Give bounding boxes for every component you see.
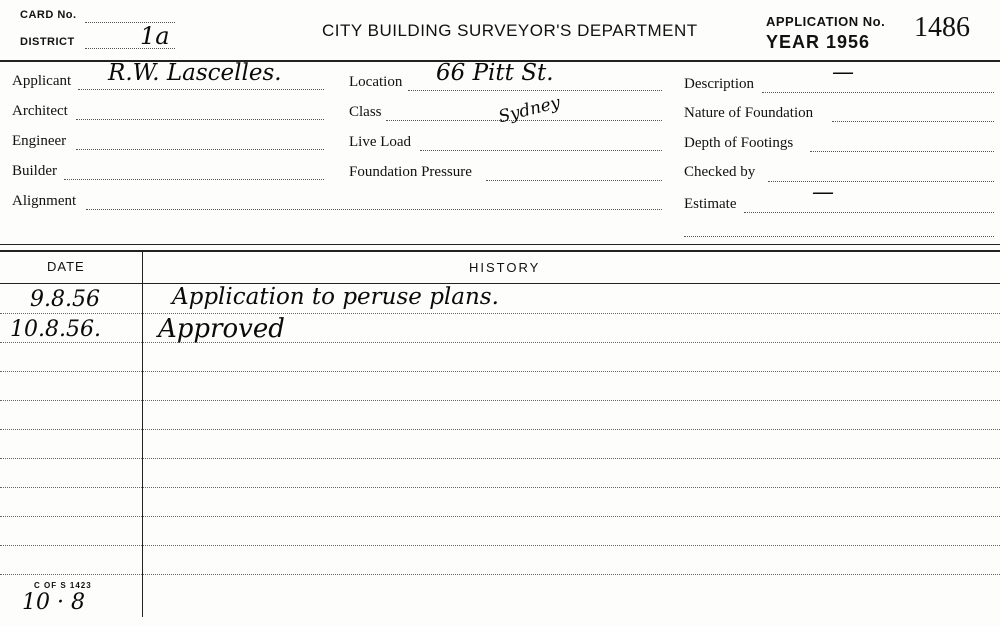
department-title: CITY BUILDING SURVEYOR'S DEPARTMENT — [322, 21, 698, 40]
date-header: DATE — [47, 259, 85, 274]
location-value: 66 Pitt St. — [436, 60, 554, 86]
description-label: Description — [684, 76, 754, 92]
district-label: DISTRICT — [20, 36, 75, 48]
nature-label: Nature of Foundation — [684, 105, 814, 121]
history-line — [0, 313, 1000, 314]
description-line — [762, 92, 994, 93]
depth-label: Depth of Footings — [684, 135, 794, 151]
card-ref: 10 · 8 — [22, 590, 85, 615]
history-line — [0, 342, 1000, 343]
architect-label: Architect — [12, 103, 68, 119]
builder-label: Builder — [12, 163, 57, 179]
entry-text: Approved — [158, 314, 285, 344]
entry-date: 10.8.56. — [10, 317, 101, 342]
year-label: YEAR 1956 — [766, 32, 871, 52]
live-load-line — [420, 150, 662, 151]
engineer-line — [76, 149, 324, 150]
history-line — [0, 487, 1000, 488]
extra-line — [684, 236, 994, 237]
history-line — [0, 574, 1000, 575]
section-rule-top — [0, 244, 1000, 245]
alignment-label: Alignment — [12, 193, 77, 209]
estimate-line — [744, 212, 994, 213]
history-line — [0, 545, 1000, 546]
applicant-value: R.W. Lascelles. — [108, 60, 282, 86]
builder-line — [64, 179, 324, 180]
history-header: HISTORY — [469, 260, 541, 275]
application-number: 1486 — [914, 12, 970, 43]
history-line — [0, 429, 1000, 430]
foundation-pressure-label: Foundation Pressure — [349, 164, 472, 180]
application-label: APPLICATION No. — [766, 14, 886, 29]
foundation-pressure-line — [486, 180, 662, 181]
history-line — [0, 458, 1000, 459]
estimate-label: Estimate — [684, 196, 737, 212]
history-line — [0, 400, 1000, 401]
live-load-label: Live Load — [349, 134, 412, 150]
nature-line — [832, 121, 994, 122]
alignment-line — [86, 209, 662, 210]
location-line — [408, 90, 662, 91]
entry-date: 9.8.56 — [30, 287, 100, 312]
section-rule-bottom — [0, 250, 1000, 252]
applicant-line — [78, 89, 324, 90]
description-value: — — [832, 60, 854, 85]
depth-line — [810, 151, 994, 152]
applicant-label: Applicant — [12, 73, 72, 89]
checked-label: Checked by — [684, 164, 756, 180]
class-label: Class — [349, 104, 382, 120]
engineer-label: Engineer — [12, 133, 67, 149]
history-line — [0, 371, 1000, 372]
history-line — [0, 516, 1000, 517]
architect-line — [76, 119, 324, 120]
estimate-value: — — [812, 180, 834, 205]
print-code: C OF S 1423 — [34, 581, 92, 590]
date-column-divider — [142, 252, 143, 617]
class-value: Sydney — [496, 92, 563, 128]
district-value: 1a — [140, 22, 170, 50]
location-label: Location — [349, 74, 403, 90]
entry-text: Application to peruse plans. — [172, 284, 499, 310]
history-header-rule — [0, 283, 1000, 284]
card-no-label: CARD No. — [20, 9, 77, 21]
checked-line — [768, 181, 994, 182]
